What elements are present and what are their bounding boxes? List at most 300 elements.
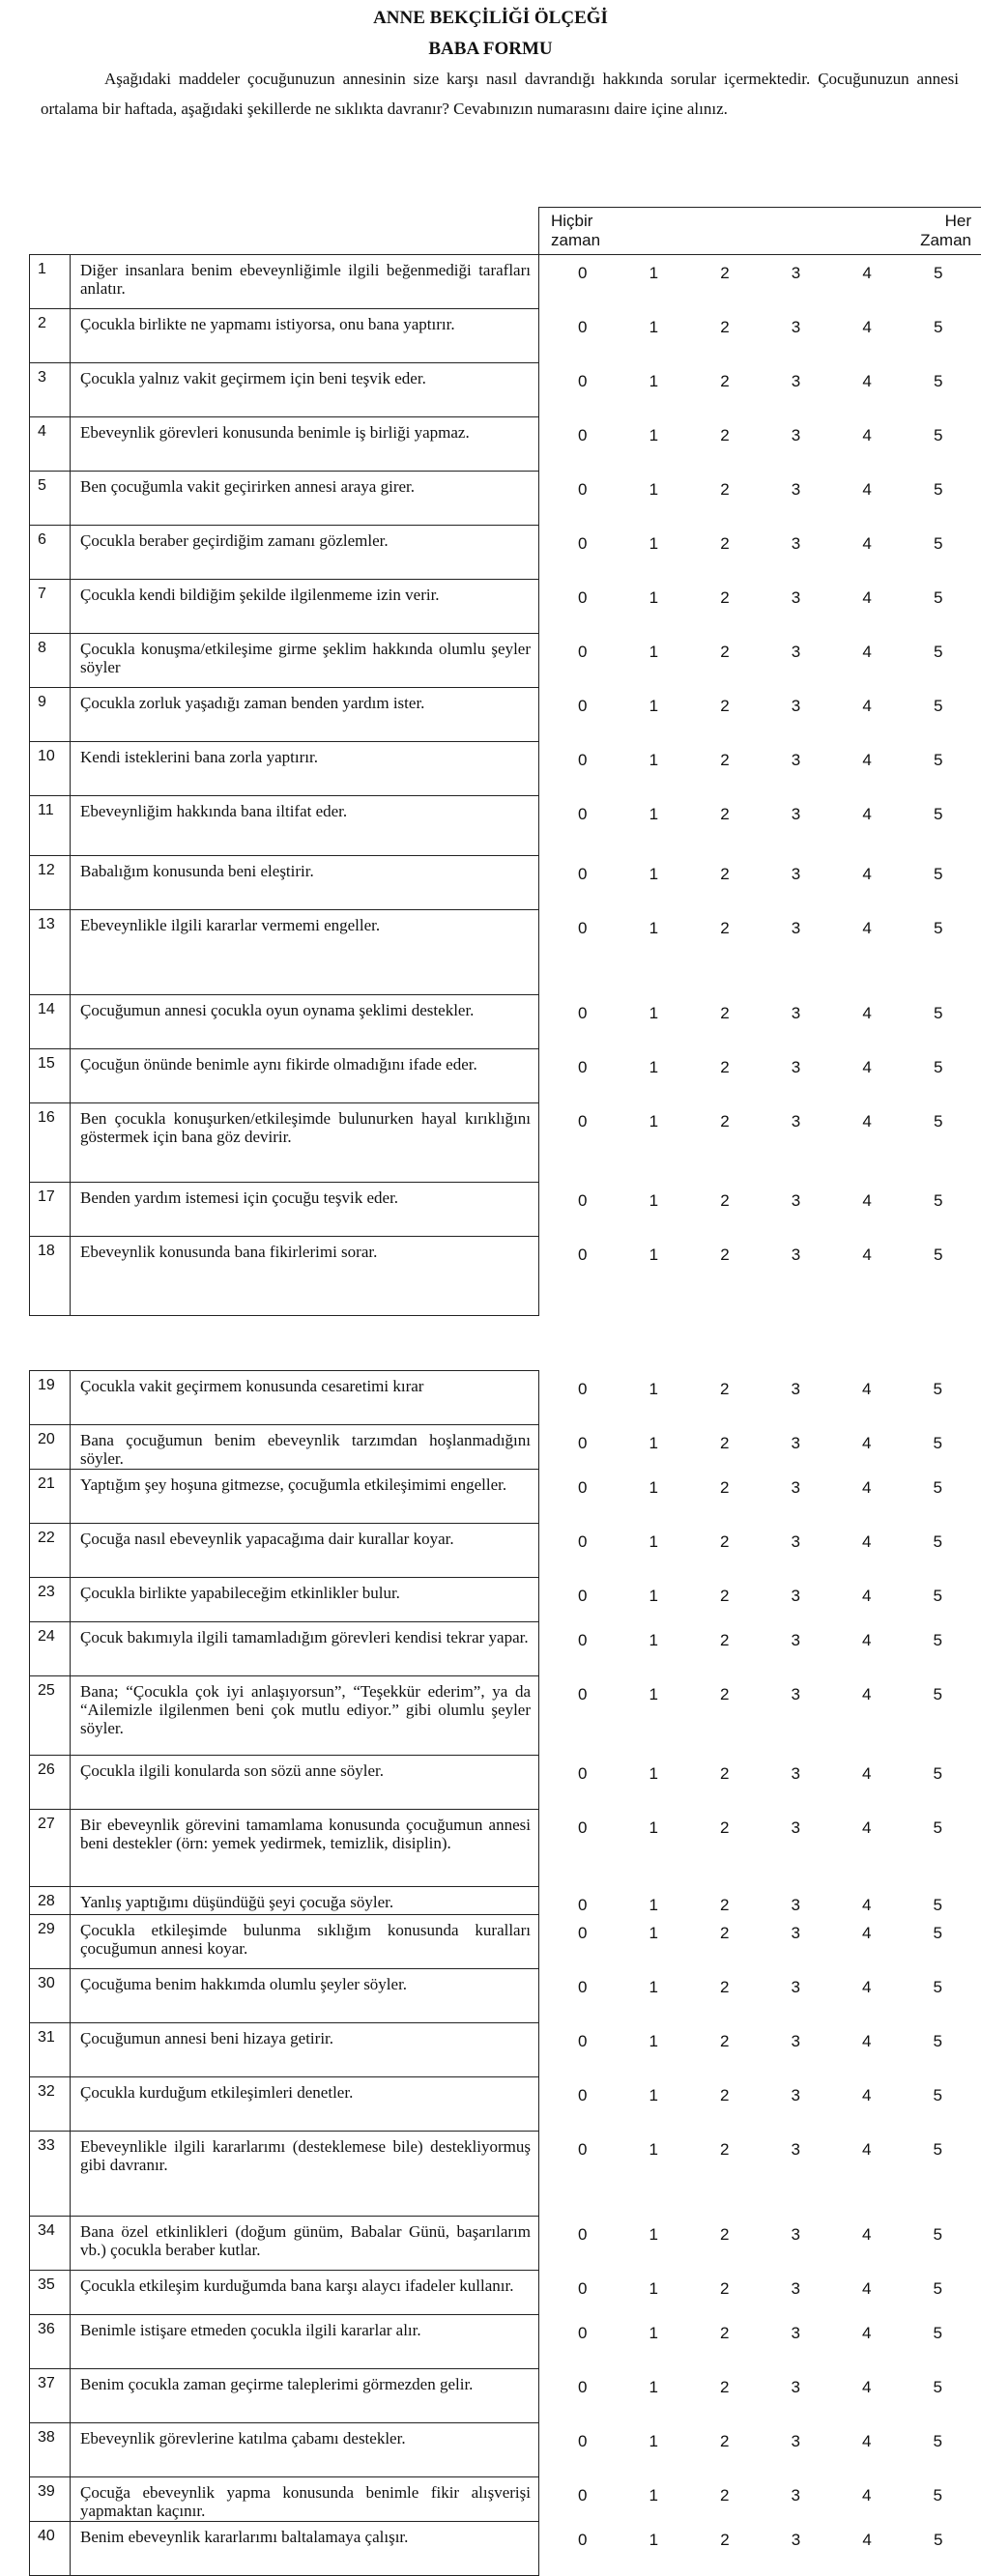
rating-option-3[interactable]: 3 xyxy=(776,1532,815,1552)
item-row xyxy=(30,1810,981,1887)
rating-option-4[interactable]: 4 xyxy=(848,2140,886,2160)
rating-option-5[interactable]: 5 xyxy=(919,1245,958,1265)
item-number: 30 xyxy=(30,1969,71,2023)
rating-option-0[interactable]: 0 xyxy=(563,2378,602,2397)
rating-option-4[interactable]: 4 xyxy=(848,1532,886,1552)
rating-option-5[interactable]: 5 xyxy=(918,1434,957,1453)
rating-option-0[interactable]: 0 xyxy=(563,919,602,938)
rating-option-3[interactable]: 3 xyxy=(776,2225,815,2245)
rating-option-5[interactable]: 5 xyxy=(918,1532,957,1552)
item-row xyxy=(30,1049,981,1103)
rating-option-4[interactable]: 4 xyxy=(848,1818,886,1838)
rating-option-1[interactable]: 1 xyxy=(634,1434,673,1453)
rating-option-0[interactable]: 0 xyxy=(563,1434,602,1453)
rating-option-1[interactable]: 1 xyxy=(634,534,673,554)
rating-option-2[interactable]: 2 xyxy=(706,588,744,608)
rating-option-1[interactable]: 1 xyxy=(634,1764,673,1784)
rating-option-1[interactable]: 1 xyxy=(634,318,673,337)
rating-option-0[interactable]: 0 xyxy=(563,805,602,824)
rating-option-5[interactable]: 5 xyxy=(918,2432,957,2451)
rating-option-2[interactable]: 2 xyxy=(706,1631,744,1650)
rating-option-4[interactable]: 4 xyxy=(848,480,886,500)
rating-option-0[interactable]: 0 xyxy=(563,1004,602,1023)
rating-option-1[interactable]: 1 xyxy=(634,1896,673,1915)
rating-option-3[interactable]: 3 xyxy=(777,697,816,716)
rating-option-0[interactable]: 0 xyxy=(563,426,602,445)
rating-option-1[interactable]: 1 xyxy=(634,2324,673,2343)
rating-option-3[interactable]: 3 xyxy=(776,1896,815,1915)
rating-option-1[interactable]: 1 xyxy=(634,2279,673,2299)
rating-option-3[interactable]: 3 xyxy=(777,534,816,554)
rating-option-3[interactable]: 3 xyxy=(776,2086,815,2105)
rating-option-4[interactable]: 4 xyxy=(848,2531,886,2550)
rating-option-5[interactable]: 5 xyxy=(919,372,958,391)
rating-option-1[interactable]: 1 xyxy=(634,2140,673,2160)
rating-option-2[interactable]: 2 xyxy=(706,751,744,770)
rating-option-0[interactable]: 0 xyxy=(563,1631,602,1650)
rating-option-0[interactable]: 0 xyxy=(563,588,602,608)
rating-option-1[interactable]: 1 xyxy=(634,1191,673,1211)
rating-option-1[interactable]: 1 xyxy=(634,1818,673,1838)
rating-option-5[interactable]: 5 xyxy=(918,2032,957,2051)
item-text: Ben çocukla konuşurken/etkileşimde bulunurken hayal kırıklığını göstermek için bana göz devirir. xyxy=(71,1103,539,1183)
rating-option-3[interactable]: 3 xyxy=(776,1924,815,1943)
rating-option-3[interactable]: 3 xyxy=(776,1631,815,1650)
rating-option-3[interactable]: 3 xyxy=(777,264,816,283)
rating-option-2[interactable]: 2 xyxy=(706,318,744,337)
item-text: Çocukla kendi bildiğim şekilde ilgilenmeme izin verir. xyxy=(71,580,539,634)
item-number: 3 xyxy=(30,363,71,417)
rating-option-0[interactable]: 0 xyxy=(563,480,602,500)
rating-option-4[interactable]: 4 xyxy=(848,805,886,824)
rating-option-5[interactable]: 5 xyxy=(918,1896,957,1915)
rating-option-4[interactable]: 4 xyxy=(848,1245,886,1265)
rating-option-5[interactable]: 5 xyxy=(919,1058,958,1077)
rating-option-5[interactable]: 5 xyxy=(918,1764,957,1784)
rating-option-5[interactable]: 5 xyxy=(918,2378,957,2397)
item-number: 37 xyxy=(30,2369,71,2423)
rating-option-2[interactable]: 2 xyxy=(706,2140,744,2160)
rating-option-2[interactable]: 2 xyxy=(706,1434,744,1453)
rating-option-5[interactable]: 5 xyxy=(918,1478,957,1498)
rating-option-1[interactable]: 1 xyxy=(634,1112,673,1131)
rating-options xyxy=(539,688,981,742)
rating-option-0[interactable]: 0 xyxy=(563,2324,602,2343)
rating-option-0[interactable]: 0 xyxy=(563,1191,602,1211)
item-number: 33 xyxy=(30,2132,71,2217)
rating-option-5[interactable]: 5 xyxy=(919,643,958,662)
rating-option-3[interactable]: 3 xyxy=(777,865,816,884)
rating-option-0[interactable]: 0 xyxy=(563,2086,602,2105)
rating-option-4[interactable]: 4 xyxy=(848,2324,886,2343)
rating-option-3[interactable]: 3 xyxy=(776,1434,815,1453)
rating-option-2[interactable]: 2 xyxy=(706,2531,744,2550)
rating-option-4[interactable]: 4 xyxy=(848,2086,886,2105)
rating-option-3[interactable]: 3 xyxy=(777,426,816,445)
rating-option-3[interactable]: 3 xyxy=(776,2032,815,2051)
page-title: ANNE BEKÇİLİĞİ ÖLÇEĞİ xyxy=(0,8,981,29)
rating-option-5[interactable]: 5 xyxy=(919,751,958,770)
rating-option-4[interactable]: 4 xyxy=(848,1478,886,1498)
item-text: Ebeveynlik görevleri konusunda benimle iş birliği yapmaz. xyxy=(71,417,539,472)
rating-option-3[interactable]: 3 xyxy=(776,1478,815,1498)
item-text: Bana; “Çocukla çok iyi anlaşıyorsun”, “Teşekkür ederim”, ya da “Ailemizle ilgilenmen beni çok mutlu ediyor.” gibi olumlu şeyler söyler. xyxy=(71,1676,539,1756)
rating-option-5[interactable]: 5 xyxy=(919,264,958,283)
rating-option-4[interactable]: 4 xyxy=(848,426,886,445)
rating-option-3[interactable]: 3 xyxy=(776,2324,815,2343)
rating-option-0[interactable]: 0 xyxy=(563,2032,602,2051)
rating-option-4[interactable]: 4 xyxy=(848,588,886,608)
rating-option-4[interactable]: 4 xyxy=(848,1112,886,1131)
rating-option-1[interactable]: 1 xyxy=(634,2531,673,2550)
rating-option-0[interactable]: 0 xyxy=(563,1978,602,1997)
page-subtitle: BABA FORMU xyxy=(0,39,981,60)
item-number: 35 xyxy=(30,2271,71,2315)
rating-option-0[interactable]: 0 xyxy=(563,1478,602,1498)
rating-option-4[interactable]: 4 xyxy=(848,2486,886,2505)
rating-option-2[interactable]: 2 xyxy=(706,697,744,716)
item-number: 38 xyxy=(30,2423,71,2477)
rating-option-4[interactable]: 4 xyxy=(848,1978,886,1997)
rating-option-1[interactable]: 1 xyxy=(634,2032,673,2051)
rating-option-1[interactable]: 1 xyxy=(634,264,673,283)
item-number: 9 xyxy=(30,688,71,742)
rating-option-2[interactable]: 2 xyxy=(706,1191,744,1211)
rating-option-2[interactable]: 2 xyxy=(706,2225,744,2245)
rating-option-2[interactable]: 2 xyxy=(706,1380,744,1399)
rating-option-0[interactable]: 0 xyxy=(563,1896,602,1915)
rating-option-3[interactable]: 3 xyxy=(776,1685,815,1704)
rating-option-4[interactable]: 4 xyxy=(848,264,886,283)
rating-option-1[interactable]: 1 xyxy=(634,1004,673,1023)
rating-options xyxy=(539,1887,981,1915)
rating-options xyxy=(539,1622,981,1676)
rating-option-3[interactable]: 3 xyxy=(777,1004,816,1023)
rating-option-2[interactable]: 2 xyxy=(706,1058,744,1077)
item-number: 8 xyxy=(30,634,71,688)
rating-option-1[interactable]: 1 xyxy=(634,2486,673,2505)
rating-options xyxy=(539,2522,981,2576)
rating-option-4[interactable]: 4 xyxy=(848,1924,886,1943)
rating-option-4[interactable]: 4 xyxy=(848,1380,886,1399)
rating-option-5[interactable]: 5 xyxy=(919,697,958,716)
rating-option-5[interactable]: 5 xyxy=(919,1112,958,1131)
item-number: 17 xyxy=(30,1183,71,1237)
rating-option-1[interactable]: 1 xyxy=(634,1380,673,1399)
rating-option-3[interactable]: 3 xyxy=(777,2531,816,2550)
rating-option-5[interactable]: 5 xyxy=(918,2225,957,2245)
rating-option-1[interactable]: 1 xyxy=(634,2432,673,2451)
rating-option-1[interactable]: 1 xyxy=(634,2086,673,2105)
item-row xyxy=(30,2132,981,2217)
rating-option-5[interactable]: 5 xyxy=(918,1380,957,1399)
rating-option-1[interactable]: 1 xyxy=(634,2225,673,2245)
rating-option-3[interactable]: 3 xyxy=(776,1978,815,1997)
rating-option-0[interactable]: 0 xyxy=(563,372,602,391)
rating-option-0[interactable]: 0 xyxy=(563,1587,602,1606)
rating-option-4[interactable]: 4 xyxy=(848,865,886,884)
item-row xyxy=(30,1676,981,1756)
item-row xyxy=(30,417,981,472)
rating-option-4[interactable]: 4 xyxy=(848,2432,886,2451)
rating-option-2[interactable]: 2 xyxy=(706,805,744,824)
rating-options xyxy=(539,2023,981,2077)
rating-option-2[interactable]: 2 xyxy=(706,534,744,554)
rating-option-5[interactable]: 5 xyxy=(918,2324,957,2343)
rating-options xyxy=(539,2132,981,2217)
rating-option-0[interactable]: 0 xyxy=(563,2225,602,2245)
rating-option-0[interactable]: 0 xyxy=(563,2432,602,2451)
rating-option-5[interactable]: 5 xyxy=(918,2140,957,2160)
item-row xyxy=(30,742,981,796)
rating-option-2[interactable]: 2 xyxy=(706,1978,744,1997)
rating-option-2[interactable]: 2 xyxy=(706,1532,744,1552)
rating-option-3[interactable]: 3 xyxy=(777,1112,816,1131)
rating-option-3[interactable]: 3 xyxy=(777,372,816,391)
rating-option-4[interactable]: 4 xyxy=(848,534,886,554)
rating-options xyxy=(539,1578,981,1622)
rating-options xyxy=(539,526,981,580)
rating-option-5[interactable]: 5 xyxy=(918,2279,957,2299)
rating-options xyxy=(539,1103,981,1183)
rating-option-1[interactable]: 1 xyxy=(634,480,673,500)
item-row xyxy=(30,2023,981,2077)
rating-option-5[interactable]: 5 xyxy=(918,1818,957,1838)
rating-option-1[interactable]: 1 xyxy=(634,1978,673,1997)
rating-option-2[interactable]: 2 xyxy=(706,643,744,662)
rating-option-1[interactable]: 1 xyxy=(634,1587,673,1606)
rating-option-0[interactable]: 0 xyxy=(563,1380,602,1399)
rating-option-2[interactable]: 2 xyxy=(706,1685,744,1704)
rating-option-4[interactable]: 4 xyxy=(848,2032,886,2051)
rating-option-5[interactable]: 5 xyxy=(918,2086,957,2105)
rating-option-2[interactable]: 2 xyxy=(706,2324,744,2343)
item-text: Çocuğa ebeveynlik yapma konusunda benimle fikir alışverişi yapmaktan kaçınır. xyxy=(71,2477,539,2522)
rating-option-2[interactable]: 2 xyxy=(706,919,744,938)
rating-option-3[interactable]: 3 xyxy=(777,805,816,824)
rating-option-2[interactable]: 2 xyxy=(706,1896,744,1915)
rating-option-4[interactable]: 4 xyxy=(848,1896,886,1915)
item-text: Çocukla beraber geçirdiğim zamanı gözlemler. xyxy=(71,526,539,580)
rating-option-5[interactable]: 5 xyxy=(919,534,958,554)
rating-option-5[interactable]: 5 xyxy=(919,426,958,445)
rating-option-5[interactable]: 5 xyxy=(919,805,958,824)
item-row xyxy=(30,1103,981,1183)
rating-option-2[interactable]: 2 xyxy=(706,1818,744,1838)
rating-option-0[interactable]: 0 xyxy=(563,1685,602,1704)
rating-option-4[interactable]: 4 xyxy=(848,2279,886,2299)
rating-option-3[interactable]: 3 xyxy=(776,2486,815,2505)
rating-option-2[interactable]: 2 xyxy=(706,1587,744,1606)
rating-option-4[interactable]: 4 xyxy=(848,697,886,716)
rating-option-0[interactable]: 0 xyxy=(563,318,602,337)
rating-option-5[interactable]: 5 xyxy=(919,480,958,500)
rating-option-4[interactable]: 4 xyxy=(848,1434,886,1453)
rating-option-3[interactable]: 3 xyxy=(777,318,816,337)
rating-option-1[interactable]: 1 xyxy=(634,751,673,770)
rating-option-1[interactable]: 1 xyxy=(634,643,673,662)
item-text: Babalığım konusunda beni eleştirir. xyxy=(71,856,539,910)
rating-option-0[interactable]: 0 xyxy=(563,1924,602,1943)
item-text: Diğer insanlara benim ebeveynliğimle ilgili beğenmediği tarafları anlatır. xyxy=(71,255,539,309)
rating-option-4[interactable]: 4 xyxy=(848,372,886,391)
rating-option-3[interactable]: 3 xyxy=(776,2279,815,2299)
rating-options xyxy=(539,910,981,995)
rating-option-0[interactable]: 0 xyxy=(563,264,602,283)
rating-option-5[interactable]: 5 xyxy=(919,919,958,938)
rating-option-5[interactable]: 5 xyxy=(918,1685,957,1704)
rating-option-3[interactable]: 3 xyxy=(777,1058,816,1077)
rating-option-0[interactable]: 0 xyxy=(563,2140,602,2160)
rating-option-1[interactable]: 1 xyxy=(634,1245,673,1265)
rating-option-1[interactable]: 1 xyxy=(634,1685,673,1704)
item-number: 14 xyxy=(30,995,71,1049)
rating-option-4[interactable]: 4 xyxy=(848,751,886,770)
item-row xyxy=(30,910,981,995)
rating-option-3[interactable]: 3 xyxy=(776,2140,815,2160)
rating-option-5[interactable]: 5 xyxy=(919,318,958,337)
rating-option-1[interactable]: 1 xyxy=(634,1924,673,1943)
rating-option-3[interactable]: 3 xyxy=(777,751,816,770)
item-row xyxy=(30,526,981,580)
rating-option-2[interactable]: 2 xyxy=(706,1764,744,1784)
rating-option-5[interactable]: 5 xyxy=(919,588,958,608)
rating-option-5[interactable]: 5 xyxy=(919,1191,958,1211)
item-row xyxy=(30,1969,981,2023)
rating-option-0[interactable]: 0 xyxy=(563,534,602,554)
rating-options xyxy=(539,742,981,796)
rating-option-3[interactable]: 3 xyxy=(776,1380,815,1399)
rating-option-0[interactable]: 0 xyxy=(563,1818,602,1838)
item-text: Ebeveynlikle ilgili kararlar vermemi engeller. xyxy=(71,910,539,995)
item-text: Çocuğa nasıl ebeveynlik yapacağıma dair kurallar koyar. xyxy=(71,1524,539,1578)
item-number: 20 xyxy=(30,1425,71,1470)
rating-option-2[interactable]: 2 xyxy=(706,426,744,445)
rating-option-1[interactable]: 1 xyxy=(634,865,673,884)
rating-option-2[interactable]: 2 xyxy=(706,2378,744,2397)
rating-option-0[interactable]: 0 xyxy=(563,643,602,662)
rating-option-4[interactable]: 4 xyxy=(848,2378,886,2397)
rating-option-3[interactable]: 3 xyxy=(776,1764,815,1784)
rating-option-3[interactable]: 3 xyxy=(776,2378,815,2397)
rating-option-2[interactable]: 2 xyxy=(706,2086,744,2105)
rating-option-4[interactable]: 4 xyxy=(848,1685,886,1704)
rating-option-3[interactable]: 3 xyxy=(777,1191,816,1211)
rating-option-3[interactable]: 3 xyxy=(777,480,816,500)
rating-option-2[interactable]: 2 xyxy=(706,264,744,283)
rating-option-0[interactable]: 0 xyxy=(563,1245,602,1265)
rating-option-3[interactable]: 3 xyxy=(777,588,816,608)
item-row xyxy=(30,1237,981,1316)
rating-option-3[interactable]: 3 xyxy=(776,2432,815,2451)
item-number: 7 xyxy=(30,580,71,634)
rating-option-4[interactable]: 4 xyxy=(848,1058,886,1077)
rating-option-1[interactable]: 1 xyxy=(634,1631,673,1650)
rating-option-4[interactable]: 4 xyxy=(848,1587,886,1606)
item-text: Ebeveynlik konusunda bana fikirlerimi sorar. xyxy=(71,1237,539,1316)
rating-option-1[interactable]: 1 xyxy=(634,2378,673,2397)
rating-option-5[interactable]: 5 xyxy=(918,1924,957,1943)
rating-option-4[interactable]: 4 xyxy=(848,1004,886,1023)
rating-option-4[interactable]: 4 xyxy=(848,1191,886,1211)
rating-option-3[interactable]: 3 xyxy=(777,643,816,662)
rating-option-1[interactable]: 1 xyxy=(634,588,673,608)
rating-option-2[interactable]: 2 xyxy=(706,1245,744,1265)
rating-option-3[interactable]: 3 xyxy=(776,1587,815,1606)
rating-option-3[interactable]: 3 xyxy=(777,1245,816,1265)
rating-option-5[interactable]: 5 xyxy=(919,2531,958,2550)
rating-option-0[interactable]: 0 xyxy=(563,1058,602,1077)
rating-option-0[interactable]: 0 xyxy=(563,1532,602,1552)
rating-option-2[interactable]: 2 xyxy=(706,2279,744,2299)
rating-option-5[interactable]: 5 xyxy=(919,1004,958,1023)
rating-option-1[interactable]: 1 xyxy=(634,805,673,824)
rating-option-2[interactable]: 2 xyxy=(706,1004,744,1023)
rating-option-2[interactable]: 2 xyxy=(706,2486,744,2505)
rating-option-0[interactable]: 0 xyxy=(563,865,602,884)
rating-option-2[interactable]: 2 xyxy=(706,480,744,500)
rating-option-5[interactable]: 5 xyxy=(918,1587,957,1606)
rating-option-2[interactable]: 2 xyxy=(706,2432,744,2451)
item-text: Çocuğuma benim hakkımda olumlu şeyler söyler. xyxy=(71,1969,539,2023)
rating-option-1[interactable]: 1 xyxy=(634,697,673,716)
item-row xyxy=(30,2423,981,2477)
rating-option-4[interactable]: 4 xyxy=(848,643,886,662)
rating-option-0[interactable]: 0 xyxy=(563,2279,602,2299)
item-number: 25 xyxy=(30,1676,71,1756)
rating-option-4[interactable]: 4 xyxy=(848,1631,886,1650)
rating-option-0[interactable]: 0 xyxy=(563,2486,602,2505)
item-number: 26 xyxy=(30,1756,71,1810)
rating-option-0[interactable]: 0 xyxy=(563,1112,602,1131)
rating-option-3[interactable]: 3 xyxy=(776,1818,815,1838)
rating-option-2[interactable]: 2 xyxy=(706,865,744,884)
rating-option-1[interactable]: 1 xyxy=(634,426,673,445)
rating-option-4[interactable]: 4 xyxy=(848,919,886,938)
rating-option-0[interactable]: 0 xyxy=(563,1764,602,1784)
rating-option-1[interactable]: 1 xyxy=(634,1058,673,1077)
rating-option-4[interactable]: 4 xyxy=(848,2225,886,2245)
rating-option-4[interactable]: 4 xyxy=(848,318,886,337)
rating-option-2[interactable]: 2 xyxy=(706,1924,744,1943)
rating-options xyxy=(539,995,981,1049)
rating-option-5[interactable]: 5 xyxy=(918,2486,957,2505)
rating-options xyxy=(539,1425,981,1470)
rating-option-5[interactable]: 5 xyxy=(918,1978,957,1997)
rating-option-2[interactable]: 2 xyxy=(706,372,744,391)
rating-option-2[interactable]: 2 xyxy=(706,2032,744,2051)
rating-option-5[interactable]: 5 xyxy=(919,865,958,884)
item-row xyxy=(30,2217,981,2271)
rating-option-1[interactable]: 1 xyxy=(634,372,673,391)
scale-header-row xyxy=(30,208,981,255)
item-text: Benimle istişare etmeden çocukla ilgili kararlar alır. xyxy=(71,2315,539,2369)
rating-option-4[interactable]: 4 xyxy=(848,1764,886,1784)
rating-option-0[interactable]: 0 xyxy=(563,697,602,716)
rating-option-5[interactable]: 5 xyxy=(918,1631,957,1650)
rating-option-2[interactable]: 2 xyxy=(706,1478,744,1498)
rating-option-2[interactable]: 2 xyxy=(706,1112,744,1131)
rating-option-1[interactable]: 1 xyxy=(634,919,673,938)
item-row xyxy=(30,2077,981,2132)
item-row xyxy=(30,1622,981,1676)
rating-options xyxy=(539,2477,981,2522)
rating-option-1[interactable]: 1 xyxy=(634,1478,673,1498)
rating-option-3[interactable]: 3 xyxy=(777,919,816,938)
rating-option-0[interactable]: 0 xyxy=(563,2531,602,2550)
rating-option-1[interactable]: 1 xyxy=(634,1532,673,1552)
rating-option-0[interactable]: 0 xyxy=(563,751,602,770)
